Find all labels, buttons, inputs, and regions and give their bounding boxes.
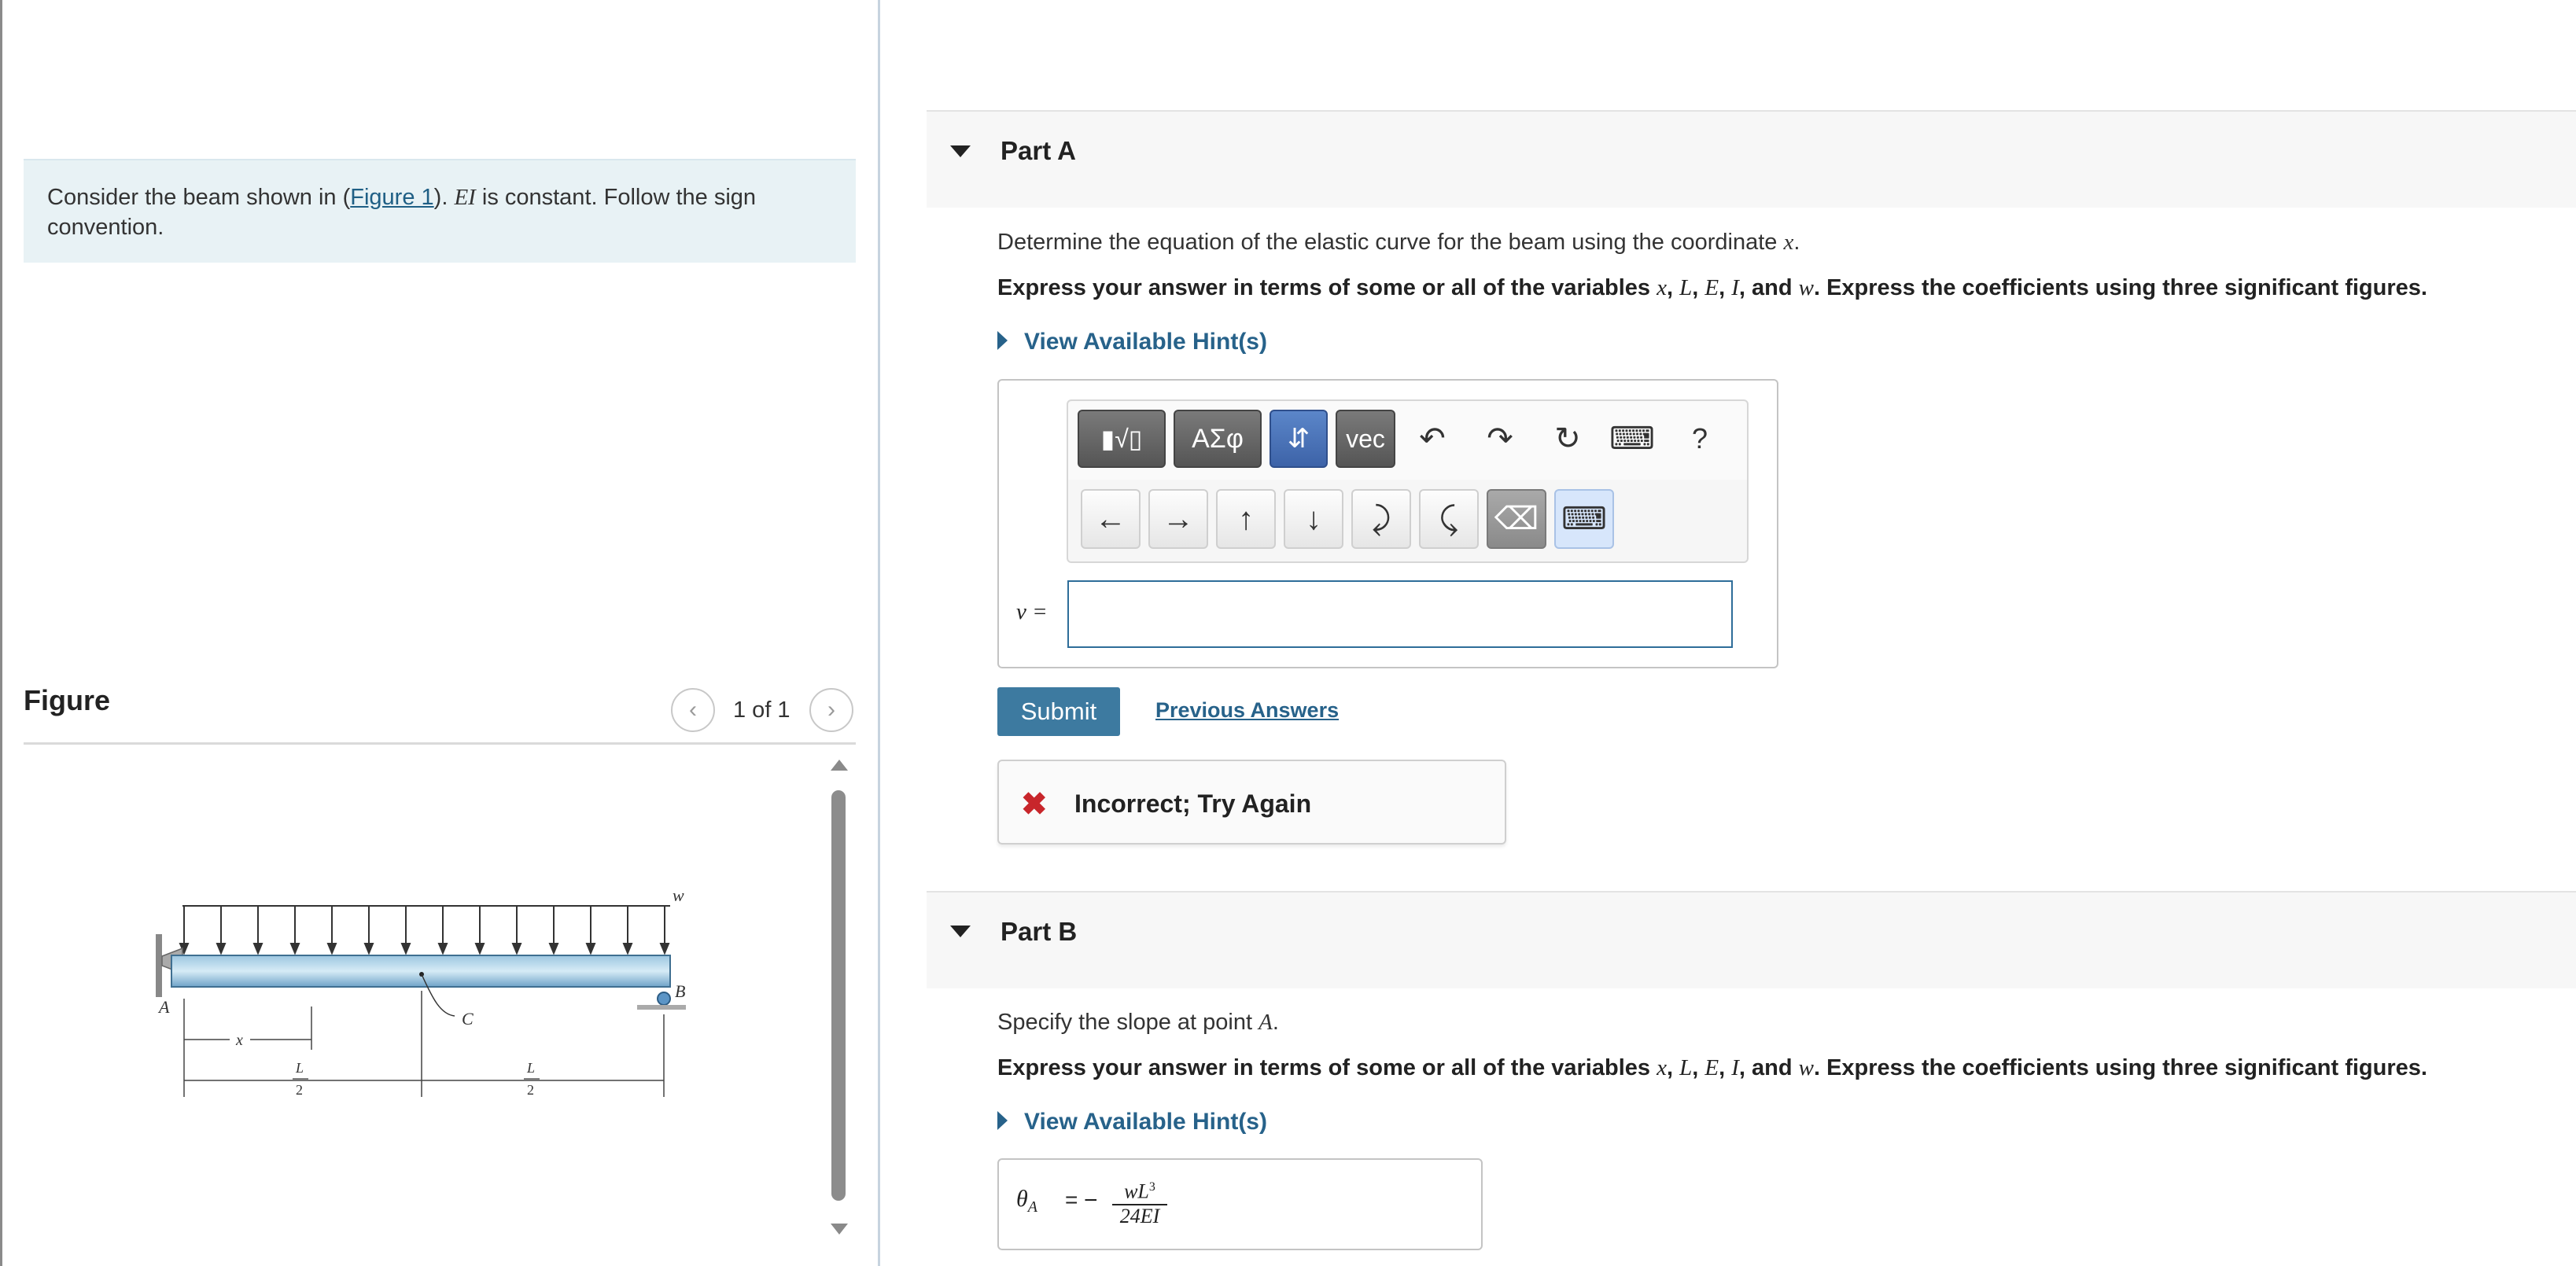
x-label: x: [236, 1032, 243, 1049]
load-arrows: [180, 906, 669, 953]
keyboard-icon[interactable]: ⌨: [1609, 421, 1655, 456]
part-a-question: Determine the equation of the elastic curve for the beam using the coordinate x.: [997, 230, 1800, 255]
half-denominator: 2: [296, 1082, 303, 1098]
figure-link[interactable]: Figure 1: [350, 185, 434, 210]
beam: [171, 955, 670, 987]
cursor-down-key[interactable]: ↓: [1284, 489, 1343, 549]
load-label: w: [673, 885, 684, 905]
part-b-title: Part B: [1001, 917, 1078, 946]
greek-symbols-button[interactable]: ΑΣφ: [1174, 410, 1262, 468]
wall: [156, 934, 162, 997]
minus-sign: −: [1084, 1187, 1098, 1213]
arrows-button[interactable]: ⇵: [1270, 410, 1328, 468]
half-denominator: 2: [527, 1082, 534, 1098]
backspace-key[interactable]: ⌫: [1487, 489, 1546, 549]
half-l-label: L: [296, 1060, 304, 1076]
prev-figure-button[interactable]: [671, 688, 715, 732]
answer-input[interactable]: [1067, 580, 1733, 648]
help-icon[interactable]: ?: [1691, 422, 1708, 455]
intro-text: Consider the beam shown in (: [47, 185, 351, 210]
problem-intro: [24, 159, 856, 263]
undo-icon[interactable]: ↶: [1419, 421, 1446, 456]
part-b-header[interactable]: [927, 891, 2576, 988]
templates-button[interactable]: ▮√▯: [1078, 410, 1166, 468]
point-a-label: A: [159, 997, 170, 1017]
scroll-down-icon[interactable]: [831, 1224, 848, 1235]
caret-right-icon[interactable]: [997, 331, 1008, 350]
ei-symbol: EI: [454, 185, 476, 210]
next-figure-button[interactable]: [809, 688, 853, 732]
previous-answers-link[interactable]: Previous Answers: [1155, 698, 1340, 722]
answer-numerator: $wL^3$: [1112, 1176, 1167, 1205]
cursor-up-key[interactable]: ↑: [1216, 489, 1276, 549]
figure-divider: [24, 742, 856, 745]
rotate-cw-key[interactable]: ⤸: [1351, 489, 1411, 549]
vec-button[interactable]: vec: [1336, 410, 1395, 468]
part-a-instructions: Express your answer in terms of some or all of the variables x, L, E, I, and w. Express the coefficients using three significant figures.: [997, 275, 2427, 300]
error-x-icon: ✖: [1021, 787, 1048, 822]
part-a-title: Part A: [1001, 136, 1076, 165]
ground-b: [637, 1005, 686, 1010]
feedback-text: Incorrect; Try Again: [1074, 789, 1312, 818]
caret-down-icon[interactable]: [950, 145, 971, 157]
keyboard-toggle-key[interactable]: ⌨: [1554, 489, 1614, 549]
part-b-instructions: Express your answer in terms of some or all of the variables x, L, E, I, and w. Express the coefficients using three significant figures.: [997, 1055, 2427, 1080]
half-l-label: L: [527, 1060, 536, 1076]
answer-denominator: 24EI: [1119, 1205, 1160, 1227]
reset-icon[interactable]: ↻: [1554, 421, 1581, 456]
point-b-label: B: [675, 981, 686, 1001]
intro-text: is constant. Follow the sign convention.: [47, 185, 757, 240]
caret-right-icon[interactable]: [997, 1111, 1008, 1130]
roller-b: [658, 992, 670, 1005]
rotate-ccw-key[interactable]: ⤹: [1419, 489, 1479, 549]
dimension-lines: [184, 991, 664, 1097]
theta-a-label: $\theta_A$: [1016, 1186, 1037, 1216]
cursor-left-key[interactable]: ←: [1081, 489, 1141, 549]
caret-down-icon[interactable]: [950, 926, 971, 937]
scroll-up-icon[interactable]: [831, 760, 848, 771]
submit-button[interactable]: Submit: [997, 687, 1120, 736]
figure-counter: 1 of 1: [733, 697, 790, 723]
answer-label: v =: [1016, 599, 1048, 624]
chevron-right-icon: ›: [827, 697, 835, 723]
redo-icon[interactable]: ↷: [1487, 421, 1513, 456]
beam-figure: [142, 881, 708, 1117]
pane-divider[interactable]: [878, 0, 880, 1266]
intro-text: ).: [433, 185, 448, 210]
part-b-question: Specify the slope at point A.: [997, 1010, 1279, 1035]
hint-link[interactable]: View Available Hint(s): [1024, 329, 1267, 355]
scroll-thumb[interactable]: [831, 790, 846, 1201]
cursor-right-key[interactable]: →: [1148, 489, 1208, 549]
hint-link[interactable]: View Available Hint(s): [1024, 1109, 1267, 1135]
chevron-left-icon: ‹: [689, 697, 697, 723]
equals-sign: =: [1065, 1187, 1078, 1212]
point-c-label: C: [462, 1009, 474, 1029]
figure-title: Figure: [24, 684, 111, 716]
part-a-header[interactable]: [927, 110, 2576, 208]
